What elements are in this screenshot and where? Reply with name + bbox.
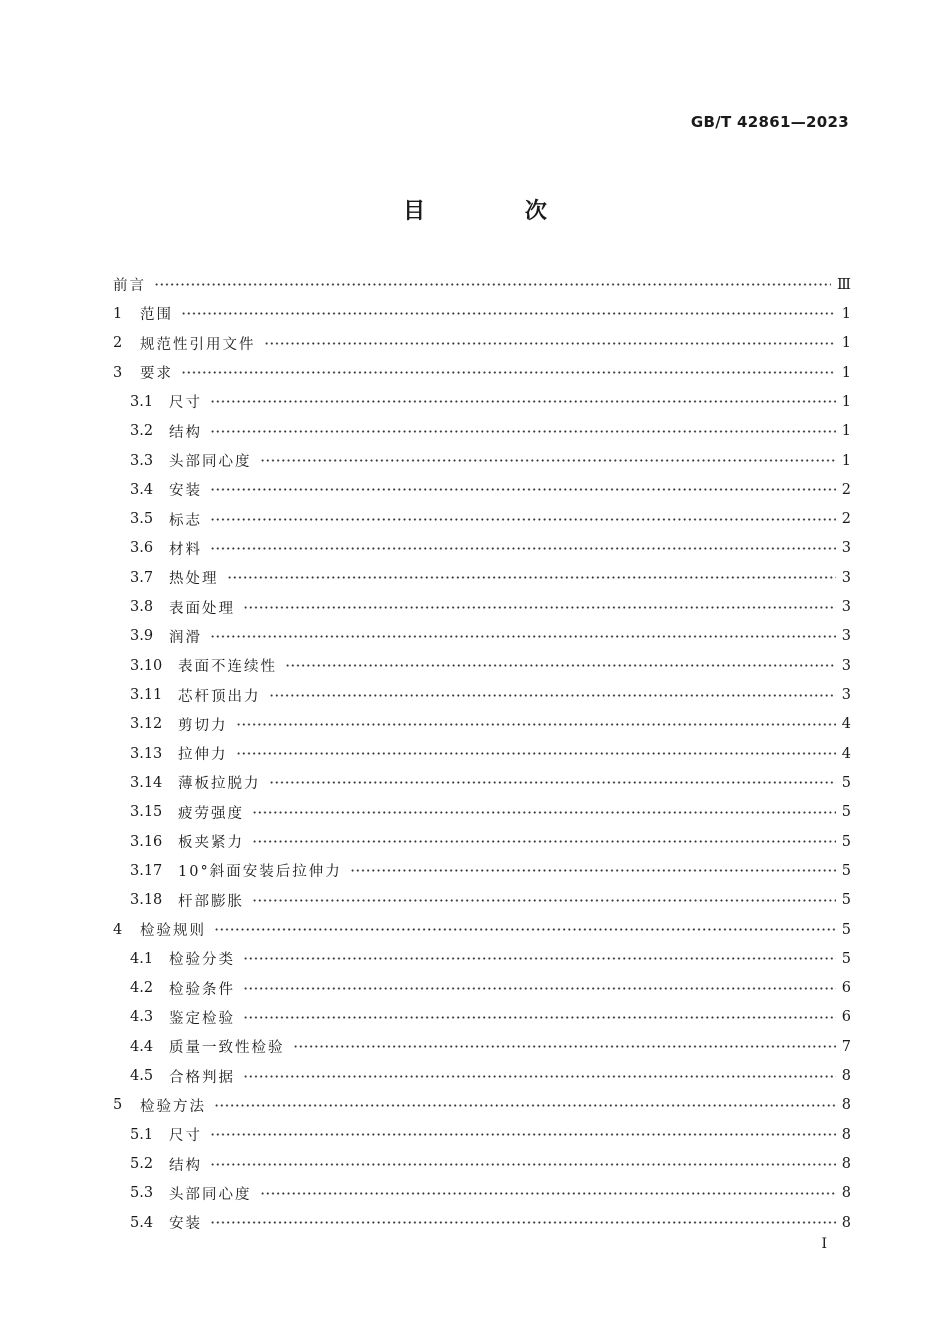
toc-entry-label: 10°斜面安装后拉伸力 bbox=[178, 864, 342, 881]
toc-entry-label: 检验规则 bbox=[140, 923, 206, 940]
toc-entry-page: 3 bbox=[841, 687, 851, 704]
toc-entry[interactable] bbox=[113, 915, 851, 944]
toc-entry-page: 1 bbox=[841, 364, 851, 381]
toc-entry-number: 3.18 bbox=[130, 892, 163, 909]
toc-entry[interactable] bbox=[113, 270, 851, 299]
toc-entry-number: 4.4 bbox=[130, 1038, 154, 1055]
toc-entry-page: 5 bbox=[841, 950, 851, 967]
toc-entry-page: 8 bbox=[841, 1097, 851, 1114]
toc-entry-page: 5 bbox=[841, 892, 851, 909]
toc-dot-leader bbox=[236, 723, 836, 726]
toc-entry-number: 3.6 bbox=[130, 540, 154, 557]
toc-entry-number: 4.5 bbox=[130, 1068, 154, 1085]
toc-entry-label: 结构 bbox=[169, 424, 202, 441]
toc-entry-label: 表面处理 bbox=[169, 600, 235, 617]
toc-dot-leader bbox=[252, 899, 836, 902]
toc-entry-page: 1 bbox=[841, 423, 851, 440]
toc-entry-number: 3.2 bbox=[130, 423, 154, 440]
toc-entry-number: 3.8 bbox=[130, 599, 154, 616]
toc-entry[interactable] bbox=[113, 886, 851, 915]
toc-dot-leader bbox=[350, 869, 836, 872]
toc-entry-number: 1 bbox=[113, 305, 123, 322]
toc-dot-leader bbox=[285, 664, 836, 667]
toc-entry-number: 4.2 bbox=[130, 980, 154, 997]
toc-dot-leader bbox=[210, 430, 836, 433]
toc-dot-leader bbox=[243, 987, 836, 990]
toc-dot-leader bbox=[260, 1192, 836, 1195]
toc-entry-page: 1 bbox=[841, 393, 851, 410]
toc-entry-page: 1 bbox=[841, 335, 851, 352]
toc-entry-label: 疲劳强度 bbox=[178, 805, 244, 822]
toc-entry[interactable] bbox=[113, 1003, 851, 1032]
toc-entry-number: 3.17 bbox=[130, 862, 163, 879]
toc-dot-leader bbox=[243, 606, 836, 609]
toc-entry-label: 表面不连续性 bbox=[178, 659, 277, 676]
toc-entry-number: 5 bbox=[113, 1097, 123, 1114]
toc-entry-label: 标志 bbox=[169, 512, 202, 529]
toc-entry[interactable] bbox=[113, 1091, 851, 1120]
toc-entry[interactable] bbox=[113, 592, 851, 621]
toc-entry-page: 2 bbox=[841, 481, 851, 498]
toc-entry-page: 8 bbox=[841, 1068, 851, 1085]
toc-entry-label: 质量一致性检验 bbox=[169, 1040, 285, 1057]
toc-entry[interactable] bbox=[113, 974, 851, 1003]
toc-dot-leader bbox=[269, 781, 836, 784]
toc-dot-leader bbox=[243, 1016, 836, 1019]
toc-entry-page: 2 bbox=[841, 511, 851, 528]
toc-entry-label: 头部同心度 bbox=[169, 454, 252, 471]
toc-entry[interactable] bbox=[113, 1120, 851, 1149]
toc-entry-label: 芯杆顶出力 bbox=[178, 688, 261, 705]
toc-entry-number: 5.2 bbox=[130, 1156, 154, 1173]
toc-entry-page: 5 bbox=[841, 804, 851, 821]
toc-entry-label: 薄板拉脱力 bbox=[178, 776, 261, 793]
toc-entry-page: 3 bbox=[841, 657, 851, 674]
toc-entry-label: 合格判据 bbox=[169, 1069, 235, 1086]
toc-entry-page: 5 bbox=[841, 862, 851, 879]
toc-entry[interactable] bbox=[113, 710, 851, 739]
toc-entry-label: 板夹紧力 bbox=[178, 835, 244, 852]
toc-entry-label: 安装 bbox=[169, 1216, 202, 1233]
toc-entry-number: 3.1 bbox=[130, 393, 154, 410]
toc-dot-leader bbox=[243, 1075, 836, 1078]
toc-entry-number: 3.12 bbox=[130, 716, 163, 733]
toc-entry-number: 5.1 bbox=[130, 1126, 154, 1143]
toc-entry-page: 5 bbox=[841, 921, 851, 938]
toc-dot-leader bbox=[293, 1045, 836, 1048]
toc-entry-page: 6 bbox=[841, 980, 851, 997]
toc-entry-label: 安装 bbox=[169, 483, 202, 500]
toc-entry-number: 3.7 bbox=[130, 569, 154, 586]
toc-entry[interactable] bbox=[113, 446, 851, 475]
toc-entry-number: 3.3 bbox=[130, 452, 154, 469]
toc-dot-leader bbox=[252, 811, 836, 814]
toc-entry-page: Ⅲ bbox=[837, 276, 851, 293]
toc-entry-label: 尺寸 bbox=[169, 395, 202, 412]
toc-entry[interactable] bbox=[113, 563, 851, 592]
toc-entry-label: 检验条件 bbox=[169, 981, 235, 998]
toc-entry-page: 5 bbox=[841, 833, 851, 850]
toc-dot-leader bbox=[214, 1104, 836, 1107]
toc-entry[interactable] bbox=[113, 358, 851, 387]
toc-entry-number: 3 bbox=[113, 364, 123, 381]
toc-dot-leader bbox=[227, 576, 836, 579]
footer-page-number: I bbox=[821, 1236, 827, 1252]
toc-entry[interactable] bbox=[113, 856, 851, 885]
toc-dot-leader bbox=[210, 518, 836, 521]
toc-entry-number: 5.3 bbox=[130, 1185, 154, 1202]
toc-entry-number: 4 bbox=[113, 921, 123, 938]
toc-entry-number: 3.14 bbox=[130, 774, 163, 791]
toc-entry[interactable] bbox=[113, 680, 851, 709]
toc-entry[interactable] bbox=[113, 505, 851, 534]
toc-entry[interactable] bbox=[113, 387, 851, 416]
toc-entry-page: 4 bbox=[841, 745, 851, 762]
toc-entry-label: 润滑 bbox=[169, 629, 202, 646]
toc-dot-leader bbox=[210, 547, 836, 550]
toc-entry[interactable] bbox=[113, 827, 851, 856]
standard-code: GB/T 42861—2023 bbox=[690, 113, 849, 131]
toc-entry-page: 3 bbox=[841, 569, 851, 586]
toc-dot-leader bbox=[243, 957, 836, 960]
toc-entry-page: 4 bbox=[841, 716, 851, 733]
toc-dot-leader bbox=[210, 635, 836, 638]
toc-entry-number: 3.13 bbox=[130, 745, 163, 762]
toc-dot-leader bbox=[269, 694, 836, 697]
toc-dot-leader bbox=[260, 459, 836, 462]
toc-dot-leader bbox=[210, 1221, 836, 1224]
toc-entry-number: 5.4 bbox=[130, 1214, 154, 1231]
toc-entry-label: 规范性引用文件 bbox=[140, 336, 256, 353]
toc-entry-number: 4.3 bbox=[130, 1009, 154, 1026]
toc-entry[interactable] bbox=[113, 299, 851, 328]
toc-dot-leader bbox=[154, 283, 831, 286]
toc-dot-leader bbox=[210, 1133, 836, 1136]
toc-entry-label: 要求 bbox=[140, 366, 173, 383]
toc-entry[interactable] bbox=[113, 651, 851, 680]
toc-entry[interactable] bbox=[113, 768, 851, 797]
table-of-contents bbox=[113, 270, 851, 1237]
toc-dot-leader bbox=[210, 400, 836, 403]
toc-entry-number: 3.4 bbox=[130, 481, 154, 498]
toc-entry[interactable] bbox=[113, 475, 851, 504]
toc-dot-leader bbox=[210, 1163, 836, 1166]
toc-entry-label: 尺寸 bbox=[169, 1128, 202, 1145]
toc-entry[interactable] bbox=[113, 622, 851, 651]
toc-entry-label: 检验分类 bbox=[169, 952, 235, 969]
toc-entry[interactable] bbox=[113, 329, 851, 358]
toc-dot-leader bbox=[181, 312, 836, 315]
toc-entry-page: 8 bbox=[841, 1214, 851, 1231]
toc-entry-page: 8 bbox=[841, 1156, 851, 1173]
toc-entry-label: 前言 bbox=[113, 278, 146, 295]
toc-entry-page: 8 bbox=[841, 1185, 851, 1202]
toc-entry-label: 结构 bbox=[169, 1157, 202, 1174]
toc-dot-leader bbox=[252, 840, 836, 843]
toc-entry-page: 1 bbox=[841, 305, 851, 322]
toc-entry-label: 拉伸力 bbox=[178, 747, 228, 764]
toc-entry-page: 6 bbox=[841, 1009, 851, 1026]
toc-entry-page: 7 bbox=[841, 1038, 851, 1055]
toc-entry-number: 3.11 bbox=[130, 687, 163, 704]
toc-entry-page: 5 bbox=[841, 774, 851, 791]
toc-dot-leader bbox=[236, 752, 836, 755]
toc-entry-number: 3.9 bbox=[130, 628, 154, 645]
toc-entry[interactable] bbox=[113, 417, 851, 446]
toc-entry-label: 剪切力 bbox=[178, 717, 228, 734]
toc-entry[interactable] bbox=[113, 944, 851, 973]
toc-entry[interactable] bbox=[113, 1149, 851, 1178]
toc-entry-number: 4.1 bbox=[130, 950, 154, 967]
toc-dot-leader bbox=[210, 488, 836, 491]
toc-entry-number: 3.5 bbox=[130, 511, 154, 528]
toc-entry[interactable] bbox=[113, 798, 851, 827]
toc-entry[interactable] bbox=[113, 534, 851, 563]
toc-entry-label: 热处理 bbox=[169, 571, 219, 588]
toc-entry-label: 鉴定检验 bbox=[169, 1010, 235, 1027]
toc-entry[interactable] bbox=[113, 1179, 851, 1208]
toc-entry-label: 材料 bbox=[169, 541, 202, 558]
toc-entry-page: 3 bbox=[841, 599, 851, 616]
toc-entry[interactable] bbox=[113, 1061, 851, 1090]
toc-entry[interactable] bbox=[113, 739, 851, 768]
toc-entry-number: 2 bbox=[113, 335, 123, 352]
toc-entry-page: 3 bbox=[841, 540, 851, 557]
toc-entry-label: 检验方法 bbox=[140, 1098, 206, 1115]
toc-entry[interactable] bbox=[113, 1208, 851, 1237]
toc-entry-number: 3.10 bbox=[130, 657, 163, 674]
toc-entry-number: 3.16 bbox=[130, 833, 163, 850]
toc-entry-page: 8 bbox=[841, 1126, 851, 1143]
toc-dot-leader bbox=[214, 928, 836, 931]
toc-dot-leader bbox=[264, 342, 836, 345]
toc-title: 目 次 bbox=[403, 198, 593, 224]
toc-entry-label: 范围 bbox=[140, 307, 173, 324]
toc-dot-leader bbox=[181, 371, 836, 374]
toc-entry-page: 3 bbox=[841, 628, 851, 645]
toc-entry-label: 杆部膨胀 bbox=[178, 893, 244, 910]
toc-entry-label: 头部同心度 bbox=[169, 1186, 252, 1203]
toc-entry-number: 3.15 bbox=[130, 804, 163, 821]
toc-entry-page: 1 bbox=[841, 452, 851, 469]
toc-entry[interactable] bbox=[113, 1032, 851, 1061]
